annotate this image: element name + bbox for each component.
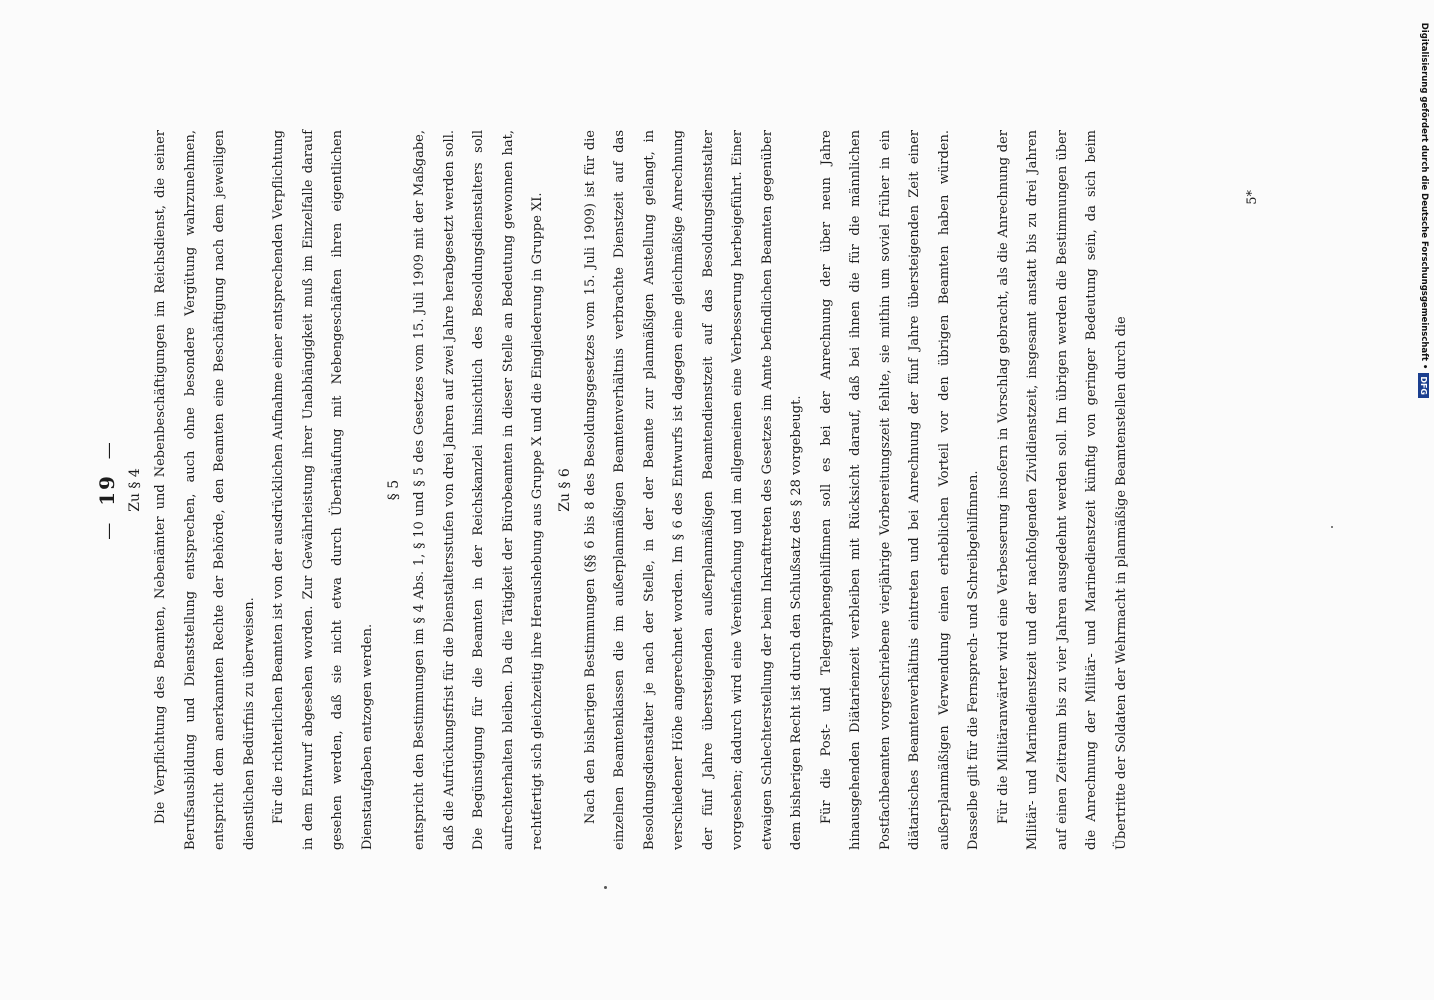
scan-speck: [604, 886, 607, 889]
header-dash-right: —: [99, 440, 119, 460]
dfg-credit-text: Digitalisierung gefördert durch die Deutsche Forschungsgemeinschaft •: [1419, 22, 1429, 370]
section-heading-4: Zu § 4: [127, 468, 143, 512]
paragraph: Nach den bisherigen Bestimmungen (§§ 6 bis 8 des Besoldungsgesetzes vom 15. Juli 1909) ist für die einzelnen Beamtenklassen die im außerplanmäßigen Beamtenverhältnis verbrachte Dienstzeit auf das Besoldungsdienstalter je nach der Stelle, in der der Beamte zur planmäßigen Anstellung gelangt, in verschiedener Höhe angerechnet worden. Im § 6 des Entwurfs ist dagegen eine gleichmäßige Anrechnung der fünf Jahre übersteigenden außerplanmäßigen Beamtendienstzeit auf das Besoldungsdienstalter vorgesehen; dadurch wird eine Vereinfachung und im allgemeinen eine Verbesserung herbeigeführt. Einer etwaigen Schlechterstellung der beim Inkrafttreten des Gesetzes im Amte befindlichen Beamten gegenüber dem bisherigen Recht ist durch den Schlußsatz des § 28 vorgebeugt.: [582, 130, 804, 850]
page-number: 19: [95, 474, 119, 506]
dfg-credit: [1414, 8, 1434, 398]
paragraph: entspricht den Bestimmungen im § 4 Abs. 1, § 10 und § 5 des Gesetzes vom 15. Juli 1909 mit der Maßgabe, daß die Aufrückungsfrist für die Dienstaltersstufen von drei Jahren auf zwei Jahre herabgesetzt werden soll. Die Begünstigung für die Beamten in der Reichskanzlei hinsichtlich des Besoldungsdienstalters soll aufrechterhalten bleiben. Da die Tätigkeit der Bürobeamten in dieser Stelle an Bedeutung gewonnen hat, rechtfertigt sich gleichzeitig ihre Heraushebung aus Gruppe X und die Eingliederung in Gruppe XI.: [412, 130, 545, 850]
paragraph: Für die Militäranwärter wird eine Verbesserung insofern in Vorschlag gebracht, als die Anrechnung der Militär- und Marinedienstzeit und der nachfolgenden Zivildienstzeit, insgesamt anstatt bis zu drei Jahren auf einen Zeitraum bis zu vier Jahren ausgedehnt werden soll. Im übrigen werden die Bestimmungen über die Anrechnung der Militär- und Marinedienstzeit künftig von geringer Bedeutung sein, da sich beim Übertritte der Soldaten der Wehrmacht in planmäßige Beamtenstellen durch die: [995, 130, 1129, 850]
dfg-logo: DFG: [1419, 373, 1430, 398]
section-heading-6: Zu § 6: [556, 468, 573, 512]
paragraph: Für die Post- und Telegraphengehilfinnen soll es bei der Anrechnung der über neun Jahre hinausgehenden Diätarienzeit verbleiben mit Rücksicht darauf, daß bei ihnen die für die männlichen Postfachbeamten vorgeschriebene vierjährige Vorbereitungszeit fehlte, sie mithin um soviel früher in ein diätarisches Beamtenverhältnis eintreten und bei Anrechnung der fünf Jahre übersteigenden Zeit einer außerplanmäßigen Verwendung einen erheblichen Vorteil vor den übrigen Beamten haben würden. Dasselbe gilt für die Fernsprech- und Schreibgehilfinnen.: [818, 130, 981, 850]
rotated-page: [95, 130, 1275, 850]
paragraph: Die Verpflichtung des Beamten, Nebenämter und Nebenbeschäftigungen im Reichsdienst, die seiner Berufsausbildung und Dienststellung entsprechen, auch ohne besondere Vergütung wahrzunehmen, entspricht dem anerkannten Rechte der Behörde, den Beamten eine Beschäftigung nach dem jeweiligen dienstlichen Bedürfnis zu überweisen.: [153, 130, 257, 850]
section-heading-5: § 5: [386, 479, 402, 501]
signature-mark: 5*: [1245, 190, 1260, 205]
text-column: [123, 130, 1136, 850]
header-dash-left: —: [99, 520, 119, 540]
scan-speck: [1331, 526, 1333, 528]
paragraph: Für die richterlichen Beamten ist von der ausdrücklichen Aufnahme einer entsprechenden Verpflichtung in dem Entwurf abgesehen worden. Zur Gewährleistung ihrer Unabhängigkeit muß im Einzelfalle darauf gesehen werden, daß sie nicht etwa durch Überhäufung mit Nebengeschäften ihren eigentlichen Dienstaufgaben entzogen werden.: [271, 130, 375, 850]
page-header: [95, 130, 119, 850]
